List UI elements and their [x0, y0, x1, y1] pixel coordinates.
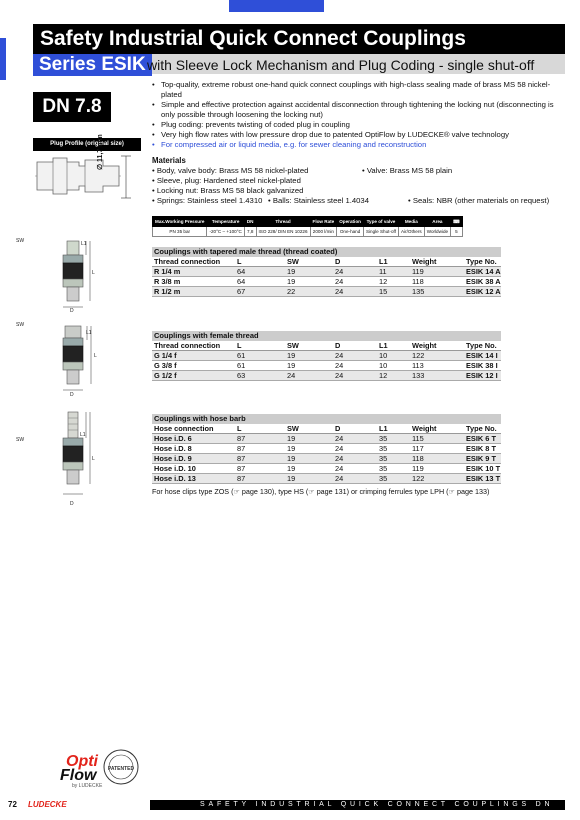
male-table-title: Couplings with tapered male thread (thread coated) — [152, 247, 501, 257]
column-header: Type No. — [464, 257, 501, 267]
spec-header: ⌨ — [451, 217, 463, 227]
column-header: D — [333, 341, 377, 351]
table-cell: G 1/2 f — [152, 371, 235, 381]
column-header: L — [235, 341, 285, 351]
table-cell: G 3/8 f — [152, 361, 235, 371]
column-header: SW — [285, 341, 333, 351]
table-cell: 19 — [285, 361, 333, 371]
table-header-row — [152, 341, 501, 351]
table-cell: 119 — [410, 464, 464, 474]
spec-value: Air/Others — [399, 227, 425, 237]
table-cell: 19 — [285, 351, 333, 361]
table-cell: 63 — [235, 371, 285, 381]
material-item: • Balls: Stainless steel 1.4034 — [268, 196, 369, 205]
table-cell: 22 — [285, 287, 333, 297]
table-cell: G 1/4 f — [152, 351, 235, 361]
table-cell: 19 — [285, 474, 333, 484]
sw-label: SW — [16, 322, 25, 328]
type-number: ESIK 9 T — [464, 454, 501, 464]
table-cell: 61 — [235, 351, 285, 361]
plug-profile-caption: Plug Profile (original size) — [33, 138, 141, 151]
column-header: L1 — [377, 424, 410, 434]
spec-header: DN — [244, 217, 256, 227]
l1-label: L1 — [81, 241, 87, 247]
optiflow-logo-by: by LUDECKE — [72, 783, 103, 789]
footer-section-bar: SAFETY INDUSTRIAL QUICK CONNECT COUPLINGS DN 7.8 — [150, 800, 565, 810]
table-cell: 87 — [235, 464, 285, 474]
spec-value: 7,8 — [244, 227, 256, 237]
table-cell: 24 — [333, 267, 377, 277]
table-cell: Hose i.D. 8 — [152, 444, 235, 454]
optiflow-logo-flow: Flow — [60, 767, 97, 784]
material-item: • Seals: NBR (other materials on request) — [408, 196, 550, 205]
table-cell: 35 — [377, 454, 410, 464]
column-header: L1 — [377, 257, 410, 267]
spec-value: -20°C – +100°C — [207, 227, 244, 237]
table-cell: 64 — [235, 267, 285, 277]
table-cell: 10 — [377, 361, 410, 371]
type-number: ESIK 10 T — [466, 464, 501, 473]
material-springs: Springs: Stainless steel 1.4310 — [156, 196, 263, 205]
table-cell: 67 — [235, 287, 285, 297]
column-header: Type No. — [464, 341, 501, 351]
spec-value: Worldwide — [424, 227, 450, 237]
table-cell: 19 — [285, 434, 333, 444]
material-item: • Locking nut: Brass MS 58 black galvanized — [152, 186, 304, 195]
column-header: Weight — [410, 341, 464, 351]
column-header: Thread connection — [152, 341, 235, 351]
hose-coupling-drawing — [30, 410, 120, 500]
page-title: Safety Industrial Quick Connect Couplings — [33, 24, 565, 54]
table-cell: 61 — [235, 361, 285, 371]
column-header: L — [235, 257, 285, 267]
table-cell: 19 — [285, 277, 333, 287]
spec-value: Single Shut-off — [363, 227, 398, 237]
female-table-title: Couplings with female thread — [152, 331, 501, 341]
materials-heading: Materials — [152, 156, 186, 165]
table-row — [152, 287, 501, 297]
column-header: Hose connection — [152, 424, 235, 434]
column-header: D — [333, 257, 377, 267]
type-number: ESIK 6 T — [464, 434, 501, 444]
page-number: 72 — [8, 800, 17, 809]
table-cell: 113 — [410, 361, 464, 371]
column-header: L — [235, 424, 285, 434]
type-number: ESIK 12 A — [466, 287, 501, 296]
table-cell: 35 — [377, 474, 410, 484]
table-cell: 135 — [410, 287, 464, 297]
l1-label: L1 — [86, 330, 92, 336]
table-cell: 87 — [235, 474, 285, 484]
optiflow-logo-opti: Opti — [66, 753, 98, 770]
table-cell: Hose i.D. 13 — [152, 474, 235, 484]
top-accent-bar — [229, 0, 324, 12]
column-header: L1 — [377, 341, 410, 351]
l-label: L — [94, 353, 97, 359]
feature-item: • Plug coding: prevents twisting of coded plug in coupling — [152, 120, 562, 130]
column-header: SW — [285, 257, 333, 267]
table-cell: 24 — [333, 464, 377, 474]
spec-table — [152, 216, 463, 237]
table-cell: 117 — [410, 444, 464, 454]
sw-label: SW — [16, 238, 25, 244]
table-cell: Hose i.D. 6 — [152, 434, 235, 444]
table-cell: 24 — [333, 361, 377, 371]
seal-text: PATENTED — [107, 766, 135, 772]
type-number: ESIK 12 I — [464, 371, 501, 381]
table-cell: R 3/8 m — [152, 277, 235, 287]
table-cell: Hose i.D. 9 — [152, 454, 235, 464]
material-balls: Balls: Stainless steel 1.4034 — [272, 196, 369, 205]
column-header: Thread connection — [152, 257, 235, 267]
type-number: ESIK 38 I — [464, 361, 501, 371]
feature-item: • Top-quality, extreme robust one-hand quick connect couplings with high-class sealing made of brass MS 58 nickel-plated — [152, 80, 562, 100]
table-cell: 35 — [377, 444, 410, 454]
material-body: Body, valve body: Brass MS 58 nickel-plated — [156, 166, 309, 175]
table-cell: 19 — [285, 267, 333, 277]
series-subtitle: with Sleeve Lock Mechanism and Plug Coding - single shut-off — [147, 57, 535, 73]
table-row — [152, 444, 501, 454]
type-number: ESIK 8 T — [464, 444, 501, 454]
table-cell: 24 — [333, 287, 377, 297]
d-label: D — [70, 501, 74, 507]
table-row — [152, 277, 501, 287]
spec-header: Flow Rate — [310, 217, 337, 227]
table-header-row — [152, 424, 501, 434]
spec-value-row — [153, 227, 463, 237]
table-cell: 11 — [377, 267, 410, 277]
table-cell: 87 — [235, 454, 285, 464]
type-number: ESIK 14 A — [466, 267, 501, 276]
material-nut: Locking nut: Brass MS 58 black galvanized — [156, 186, 304, 195]
feature-item: • For compressed air or liquid media, e.g. for sewer cleaning and reconstruction — [152, 140, 562, 150]
dn-badge: DN 7.8 — [33, 92, 111, 122]
plug-diameter-label: ∅ 11,7 mm — [97, 134, 104, 170]
table-cell: R 1/4 m — [152, 267, 235, 277]
hose-table-title: Couplings with hose barb — [152, 414, 501, 424]
feature-item: • Very high flow rates with low pressure drop due to patented OptiFlow by LUDECKE® valve technology — [152, 130, 562, 140]
spec-header: Thread — [256, 217, 310, 227]
feature-item: • Simple and effective protection against accidental disconnection through tightening the locking nut (disconnecting is only possible through loosening the locking nut) — [152, 100, 562, 120]
table-cell: 115 — [410, 434, 464, 444]
table-cell: 35 — [377, 464, 410, 474]
table-cell: 15 — [377, 287, 410, 297]
footer-brand: LUDECKE — [28, 800, 67, 809]
table-cell: 10 — [377, 351, 410, 361]
table-cell: 24 — [333, 351, 377, 361]
l1-label: L1 — [80, 432, 86, 438]
table-row — [152, 474, 501, 484]
table-cell: 133 — [410, 371, 464, 381]
spec-value: PN 35 bar — [153, 227, 207, 237]
table-row — [152, 267, 501, 277]
feature-list — [152, 80, 562, 150]
column-header: SW — [285, 424, 333, 434]
spec-header: Area — [424, 217, 450, 227]
spec-header: Operation — [337, 217, 364, 227]
table-cell: 19 — [285, 464, 333, 474]
spec-header: Temperature — [207, 217, 244, 227]
table-cell: 24 — [333, 371, 377, 381]
column-header: Weight — [410, 257, 464, 267]
male-thread-table — [152, 257, 501, 297]
spec-header: Media — [399, 217, 425, 227]
female-coupling-drawing — [30, 322, 120, 402]
spec-value: 2000 l/min — [310, 227, 337, 237]
spec-header-row — [153, 217, 463, 227]
spec-value: 5 — [451, 227, 463, 237]
spec-header: Max.Working Pressure — [153, 217, 207, 227]
table-cell: 24 — [333, 277, 377, 287]
table-cell: 35 — [377, 434, 410, 444]
table-cell: 12 — [377, 277, 410, 287]
table-header-row — [152, 257, 501, 267]
d-label: D — [70, 392, 74, 398]
table-cell: 24 — [333, 454, 377, 464]
table-row — [152, 351, 501, 361]
table-cell: 87 — [235, 444, 285, 454]
left-accent-bar — [0, 38, 6, 80]
patented-seal-icon — [102, 748, 140, 786]
table-row — [152, 464, 501, 474]
table-cell: 119 — [410, 267, 464, 277]
hose-clip-note: For hose clips type ZOS (☞ page 130), type HS (☞ page 131) or crimping ferrules type LPH (☞ page 133) — [152, 487, 490, 496]
table-cell: 118 — [410, 277, 464, 287]
table-cell: Hose i.D. 10 — [152, 464, 235, 474]
sw-label: SW — [16, 437, 25, 443]
table-row — [152, 434, 501, 444]
material-sleeve: Sleeve, plug: Hardened steel nickel-plated — [156, 176, 301, 185]
column-header: Type No. — [464, 424, 501, 434]
plug-profile-drawing — [33, 152, 145, 208]
d-label: D — [70, 308, 74, 314]
material-valve: Valve: Brass MS 58 plain — [366, 166, 453, 175]
table-cell: 24 — [333, 434, 377, 444]
type-number: ESIK 13 T — [466, 474, 501, 483]
table-cell: 122 — [410, 351, 464, 361]
type-number: ESIK 14 I — [464, 351, 501, 361]
female-thread-table — [152, 341, 501, 381]
type-number: ESIK 38 A — [466, 277, 501, 286]
table-cell: 19 — [285, 444, 333, 454]
column-header: D — [333, 424, 377, 434]
l-label: L — [92, 456, 95, 462]
table-cell: 24 — [333, 444, 377, 454]
material-seals: Seals: NBR (other materials on request) — [412, 196, 550, 205]
table-cell: 24 — [285, 371, 333, 381]
spec-value: One-hand — [337, 227, 364, 237]
table-cell: 12 — [377, 371, 410, 381]
column-header: Weight — [410, 424, 464, 434]
table-cell: 87 — [235, 434, 285, 444]
spec-value: ISO 228/ DIN EN 10226 — [256, 227, 310, 237]
spec-header: Type of valve — [363, 217, 398, 227]
table-cell: R 1/2 m — [152, 287, 235, 297]
material-item: • Body, valve body: Brass MS 58 nickel-plated — [152, 166, 309, 175]
material-item: • Valve: Brass MS 58 plain — [362, 166, 453, 175]
hose-barb-table — [152, 424, 501, 484]
male-coupling-drawing — [30, 235, 120, 315]
material-item: • Sleeve, plug: Hardened steel nickel-plated — [152, 176, 301, 185]
material-item: • Springs: Stainless steel 1.4310 — [152, 196, 263, 205]
table-cell: 118 — [410, 454, 464, 464]
table-row — [152, 371, 501, 381]
table-row — [152, 361, 501, 371]
series-label: Series ESIK — [33, 54, 152, 76]
table-cell: 19 — [285, 454, 333, 464]
table-row — [152, 454, 501, 464]
table-cell: 24 — [333, 474, 377, 484]
l-label: L — [92, 270, 95, 276]
table-cell: 122 — [410, 474, 464, 484]
table-cell: 64 — [235, 277, 285, 287]
